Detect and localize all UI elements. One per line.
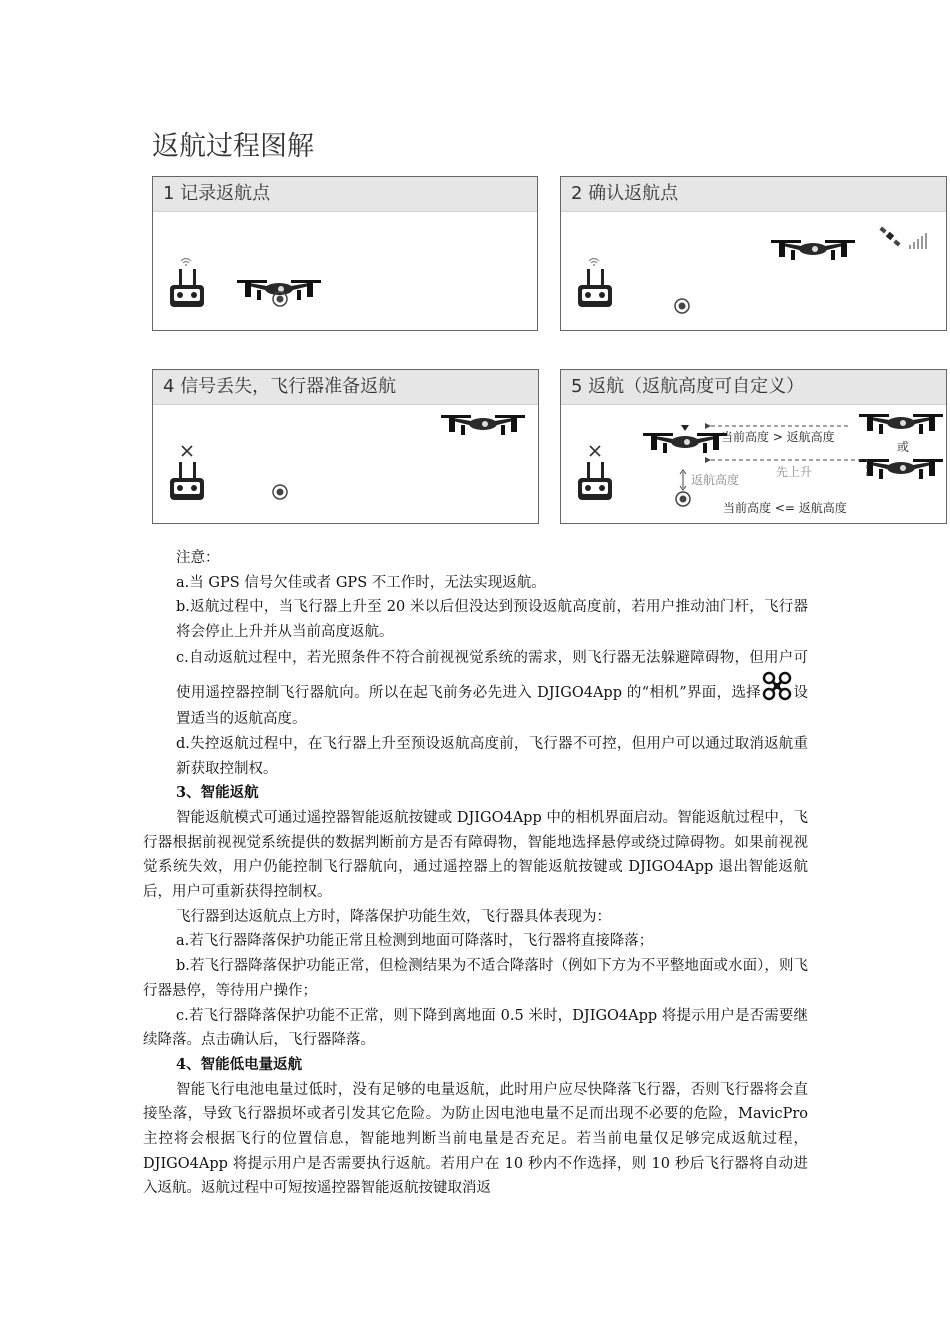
note-d: d.失控返航过程中，在飞行器上升至预设返航高度前，飞行器不可控，但用户可以通过取消返航重新获取控制权。 xyxy=(176,735,808,777)
note-c xyxy=(143,645,808,732)
gps-signal-bars-icon xyxy=(909,233,927,249)
figure-title: 返航过程图解 xyxy=(152,131,314,162)
signal-icon xyxy=(589,259,599,267)
section-4-heading: 4、智能低电量返航 xyxy=(176,1055,303,1073)
section-3-paragraph-2: 飞行器到达返航点上方时，降落保护功能生效，飞行器具体表现为： xyxy=(176,908,611,925)
note-a: a.当 GPS 信号欠佳或者 GPS 不工作时，无法实现返航。 xyxy=(176,574,546,591)
panel-label: 5 返航（返航高度可自定义） xyxy=(561,370,946,405)
document-body xyxy=(143,546,808,1201)
satellite-icon xyxy=(879,227,900,247)
above-height-label: 当前高度 > 返航高度 xyxy=(721,430,835,444)
panel-record-home-point xyxy=(152,176,538,331)
panel-signal-lost xyxy=(152,369,539,524)
section-4-paragraph-1: 智能飞行电池电量过低时，没有足够的电量返航，此时用户应尽快降落飞行器，否则飞行器将会直接坠落，导致飞行器损坏或者引发其它危险。为防止因电池电量不足而出现不必要的危险，MavicPro 主控将会根据飞行的位置信息，智能地判断当前电量是否充足。若当前电量仅足够完成返航过程，DJIGO4App 将提示用户是否需要执行返航。若用户在 10 秒内不作选择，则 10 秒后飞行器将自动进入返航。返航过程中可短按遥控器智能返航按键取消返 xyxy=(143,1081,808,1197)
remote-controller-icon xyxy=(578,462,612,500)
drone-icon xyxy=(859,459,943,479)
note-b: b.返航过程中，当飞行器上升至 20 米以后但没达到预设返航高度前，若用户推动油门杆，飞行器将会停止上升并从当前高度返航。 xyxy=(176,599,808,641)
down-arrow-icon xyxy=(681,425,689,431)
section-3-paragraph-1: 智能返航模式可通过遥控器智能返航按键或 DJIGO4App 中的相机界面启动。智能返航过程中，飞行器根据前视视觉系统提供的数据判断前方是否有障碍物，智能地选择悬停或绕过障碍物。如果前视视觉系统失效，用户仍能控制飞行器航向，通过遥控器上的智能返航按键或 DJIGO4App 退出智能返航后，用户可重新获得控制权。 xyxy=(143,809,808,901)
drone-settings-icon xyxy=(761,671,793,701)
rth-height-label: 返航高度 xyxy=(691,473,740,487)
section-3-item-a: a.若飞行器降落保护功能正常且检测到地面可降落时，飞行器将直接降落； xyxy=(176,933,654,950)
section-3-item-c: c.若飞行器降落保护功能不正常，则下降到离地面 0.5 米时，DJIGO4App 将提示用户是否需要继续降落。点击确认后，飞行器降落。 xyxy=(143,1007,808,1049)
panel-label: 4 信号丢失，飞行器准备返航 xyxy=(153,370,538,405)
panel-label: 1 记录返航点 xyxy=(153,177,537,212)
signal-icon xyxy=(181,259,191,267)
section-3-item-b: b.若飞行器降落保护功能正常，但检测结果为不适合降落时（例如下方为不平整地面或水面），则飞行器悬停，等待用户操作； xyxy=(143,958,808,999)
rise-first-label: 先上升 xyxy=(776,465,813,479)
note-c-tail: 设置适当的返航高度。 xyxy=(176,684,808,727)
section-3-heading: 3、智能返航 xyxy=(176,784,259,802)
notes-heading: 注意： xyxy=(176,550,220,566)
signal-lost-icon xyxy=(590,446,600,456)
or-label: 或 xyxy=(897,440,910,454)
home-point-icon xyxy=(273,485,287,499)
panel-label: 2 确认返航点 xyxy=(561,177,946,212)
drone-icon xyxy=(859,414,943,434)
home-point-icon xyxy=(675,299,689,313)
drone-icon xyxy=(643,433,727,453)
drone-icon xyxy=(441,415,525,435)
panel-return-home xyxy=(560,369,947,524)
below-height-label: 当前高度 <= 返航高度 xyxy=(723,501,847,515)
panel-confirm-home-point xyxy=(560,176,947,331)
signal-lost-icon xyxy=(182,446,192,456)
remote-controller-icon xyxy=(170,269,204,307)
note-c-text: c.自动返航过程中，若光照条件不符合前视视觉系统的需求，则飞行器无法躲避障碍物，但用户可使用遥控器控制飞行器航向。所以在起飞前务必先进入 DJIGO4App 的“相机”界面，选择 xyxy=(176,649,808,701)
home-point-icon xyxy=(676,492,690,506)
remote-controller-icon xyxy=(170,462,204,500)
drone-icon xyxy=(771,240,855,260)
remote-controller-icon xyxy=(578,269,612,307)
